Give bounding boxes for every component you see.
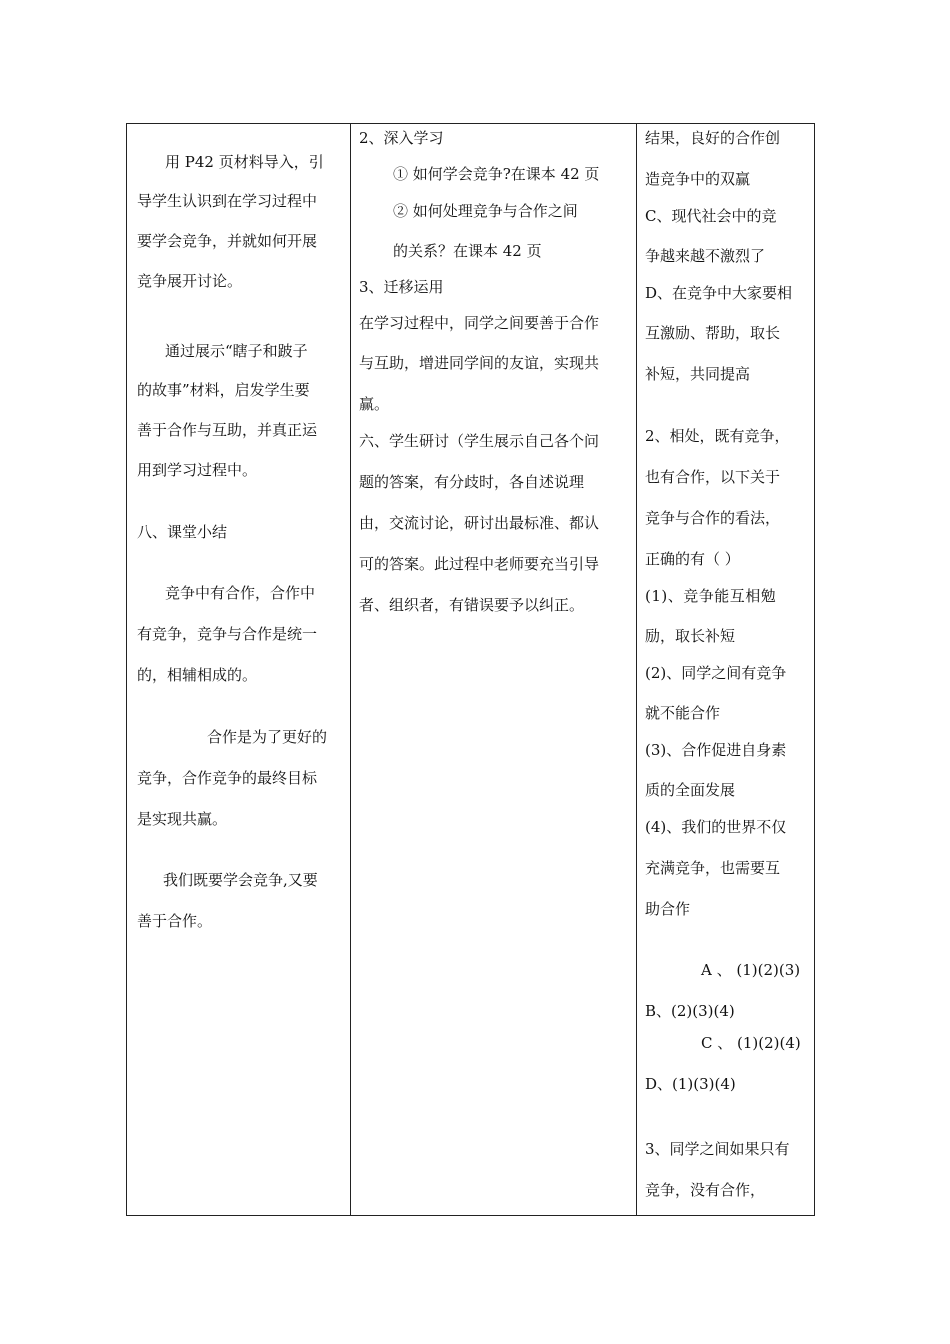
option-item: 质的全面发展: [645, 781, 736, 799]
text-line: 的故事”材料，启发学生要: [137, 381, 310, 399]
text-line: 是实现共赢。: [137, 810, 228, 828]
answer-choice: C 、 (1)(2)(4): [701, 1034, 801, 1052]
student-activity-column: [351, 124, 637, 1215]
question-text: 2、相处，既有竞争，: [645, 427, 790, 445]
text-line: 结果，良好的合作创: [645, 129, 781, 147]
text-line: 通过展示“瞎子和跛子: [165, 342, 308, 360]
text-line: 造竞争中的双赢: [645, 170, 751, 188]
text-line: 赢。: [359, 395, 390, 413]
text-line: 竞争，合作竞争的最终目标: [137, 769, 318, 787]
text-line: 用 P42 页材料导入，引: [165, 153, 324, 171]
section-heading: 3、迁移运用: [359, 278, 444, 296]
option-item: (3)、合作促进自身素: [645, 741, 787, 759]
option-item: 励，取长补短: [645, 627, 736, 645]
question-text: 正确的有（ ）: [645, 550, 740, 568]
text-line: 者、组织者，有错误要予以纠正。: [359, 596, 585, 614]
section-heading: 六、学生研讨（学生展示自己各个问: [359, 432, 600, 450]
text-line: 善于合作。: [137, 912, 213, 930]
text-line: 可的答案。此过程中老师要充当引导: [359, 555, 600, 573]
section-heading: 2、深入学习: [359, 129, 444, 147]
option-item: 助合作: [645, 900, 691, 918]
text-line: 竞争展开讨论。: [137, 272, 243, 290]
question-text: 3、同学之间如果只有: [645, 1140, 790, 1158]
text-line: 善于合作与互助，并真正运: [137, 421, 318, 439]
option-item: (2)、同学之间有竞争: [645, 664, 787, 682]
text-line: 我们既要学会竞争,又要: [163, 871, 318, 889]
text-line: 在学习过程中，同学之间要善于合作: [359, 314, 600, 332]
text-line: 由，交流讨论，研讨出最标准、都认: [359, 514, 600, 532]
text-line: 要学会竞争，并就如何开展: [137, 232, 318, 250]
text-line: 有竞争，竞争与合作是统一: [137, 625, 318, 643]
text-line: C、现代社会中的竞: [645, 207, 777, 225]
text-line: 与互助，增进同学间的友谊，实现共: [359, 354, 600, 372]
option-item: 就不能合作: [645, 704, 721, 722]
lesson-plan-table: [126, 123, 815, 1216]
text-line: 用到学习过程中。: [137, 461, 258, 479]
answer-choice: D、(1)(3)(4): [645, 1075, 736, 1093]
question-text: 也有合作，以下关于: [645, 468, 781, 486]
text-line: 的关系？在课本 42 页: [393, 242, 542, 260]
text-line: 导学生认识到在学习过程中: [137, 192, 318, 210]
option-item: (1)、竞争能互相勉: [645, 587, 777, 605]
answer-choice: A 、 (1)(2)(3): [701, 961, 801, 979]
teacher-activity-column: [127, 124, 351, 1215]
section-heading: 八、课堂小结: [137, 523, 228, 541]
text-line: 合作是为了更好的: [207, 728, 328, 746]
answer-choice: B、(2)(3)(4): [645, 1002, 735, 1020]
option-item: 充满竞争，也需要互: [645, 859, 781, 877]
question-text: 竞争，没有合作，: [645, 1181, 766, 1199]
exercise-column: [637, 124, 814, 1215]
option-item: (4)、我们的世界不仅: [645, 818, 787, 836]
text-line: 争越来越不激烈了: [645, 247, 766, 265]
text-line: 补短，共同提高: [645, 365, 751, 383]
question-text: 竞争与合作的看法，: [645, 509, 781, 527]
text-line: D、在竞争中大家要相: [645, 284, 793, 302]
text-line: 的，相辅相成的。: [137, 666, 258, 684]
text-line: 竞争中有合作，合作中: [165, 584, 316, 602]
text-line: ① 如何学会竞争?在课本 42 页: [393, 165, 600, 183]
text-line: 题的答案，有分歧时，各自述说理: [359, 473, 585, 491]
text-line: 互激励、帮助，取长: [645, 324, 781, 342]
text-line: ② 如何处理竞争与合作之间: [393, 202, 578, 220]
